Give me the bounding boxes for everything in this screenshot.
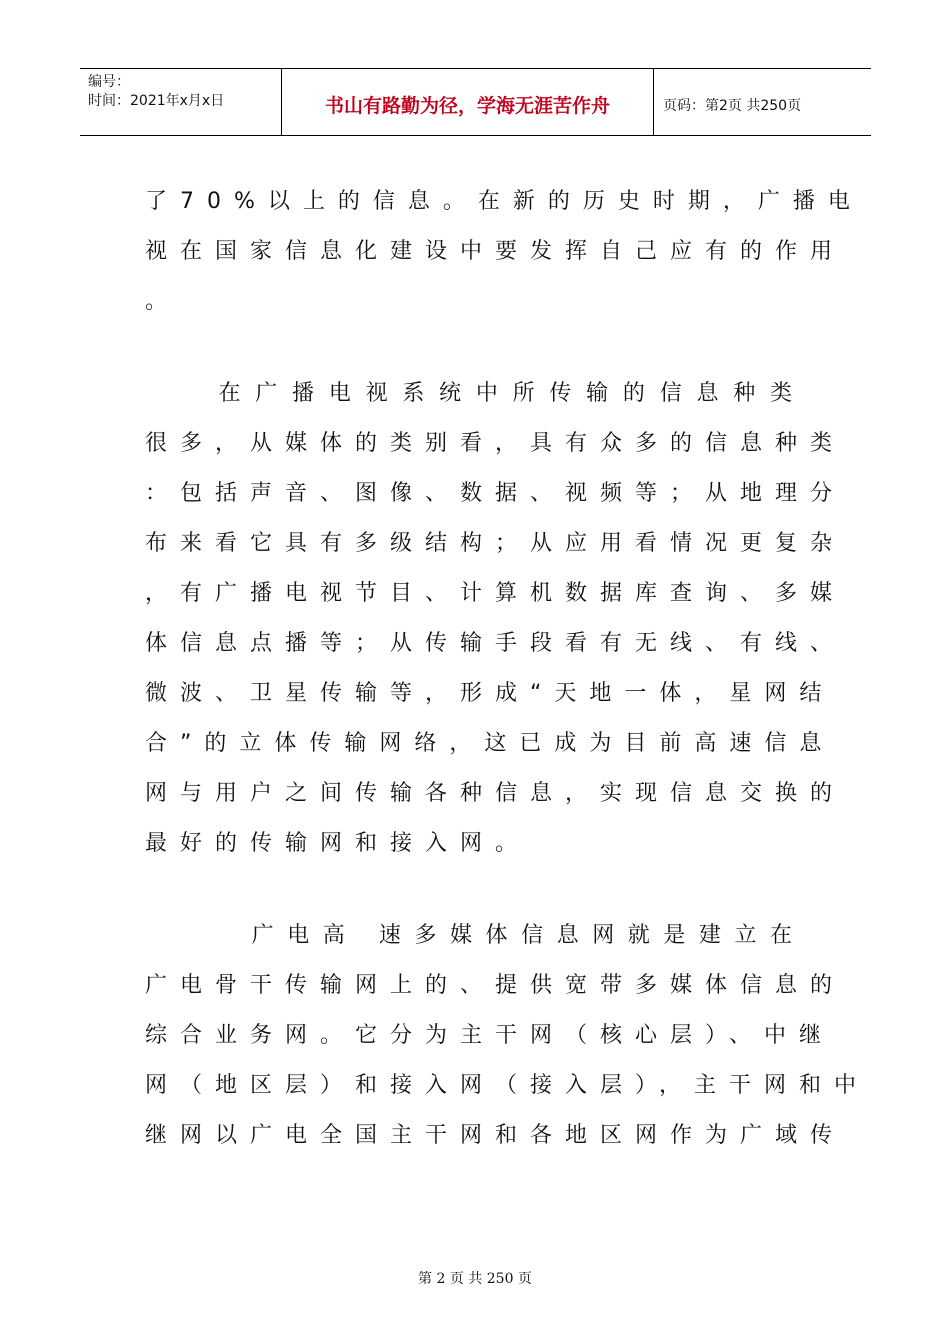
text-line: 网（地区层）和接入网（接入层），主干网和中 <box>145 1073 870 1098</box>
text-line: 很多，从媒体的类别看，具有众多的信息种类 <box>145 431 846 456</box>
page-header <box>80 68 871 136</box>
document-number-label: 编号： <box>88 74 130 90</box>
header-page-info: 页码：第2页 共250页 <box>663 98 802 114</box>
document-body <box>145 177 870 1161</box>
text-line: 在广播电视系统中所传输的信息种类 <box>145 381 805 406</box>
text-line: 视在国家信息化建设中要发挥自己应有的作用 <box>145 239 846 264</box>
paragraph <box>145 369 846 869</box>
paragraph <box>145 911 870 1161</box>
text-line: 合”的立体传输网络，这已成为目前高速信息 <box>145 731 835 756</box>
document-date: 时间：2021年x月x日 <box>88 93 225 109</box>
text-line: ，有广播电视节目、计算机数据库查询、多媒 <box>145 581 846 606</box>
paragraph <box>145 177 863 327</box>
text-line: 。 <box>145 289 181 314</box>
page-footer: 第 2 页 共 250 页 <box>418 1271 532 1287</box>
text-line: 体信息点播等；从传输手段看有无线、有线、 <box>145 631 846 656</box>
header-motto: 书山有路勤为径，学海无涯苦作舟 <box>324 95 610 117</box>
text-line: 微波、卫星传输等，形成“天地一体，星网结 <box>145 681 835 706</box>
text-line: 布来看它具有多级结构；从应用看情况更复杂 <box>145 531 846 556</box>
text-line: 继网以广电全国主干网和各地区网作为广域传 <box>145 1123 846 1148</box>
text-line: 网与用户之间传输各种信息，实现信息交换的 <box>145 781 846 806</box>
text-line: ：包括声音、图像、数据、视频等；从地理分 <box>145 481 846 506</box>
text-line: 综合业务网。它分为主干网（核心层）、中继 <box>145 1023 835 1048</box>
text-line: 广电骨干传输网上的、提供宽带多媒体信息的 <box>145 973 846 998</box>
text-line: 最好的传输网和接入网。 <box>145 831 531 856</box>
header-meta <box>88 73 224 111</box>
text-line: 广电高 速多媒体信息网就是建立在 <box>145 923 805 948</box>
header-divider <box>653 69 654 135</box>
text-line: 了70%以上的信息。在新的历史时期，广播电 <box>145 189 863 214</box>
